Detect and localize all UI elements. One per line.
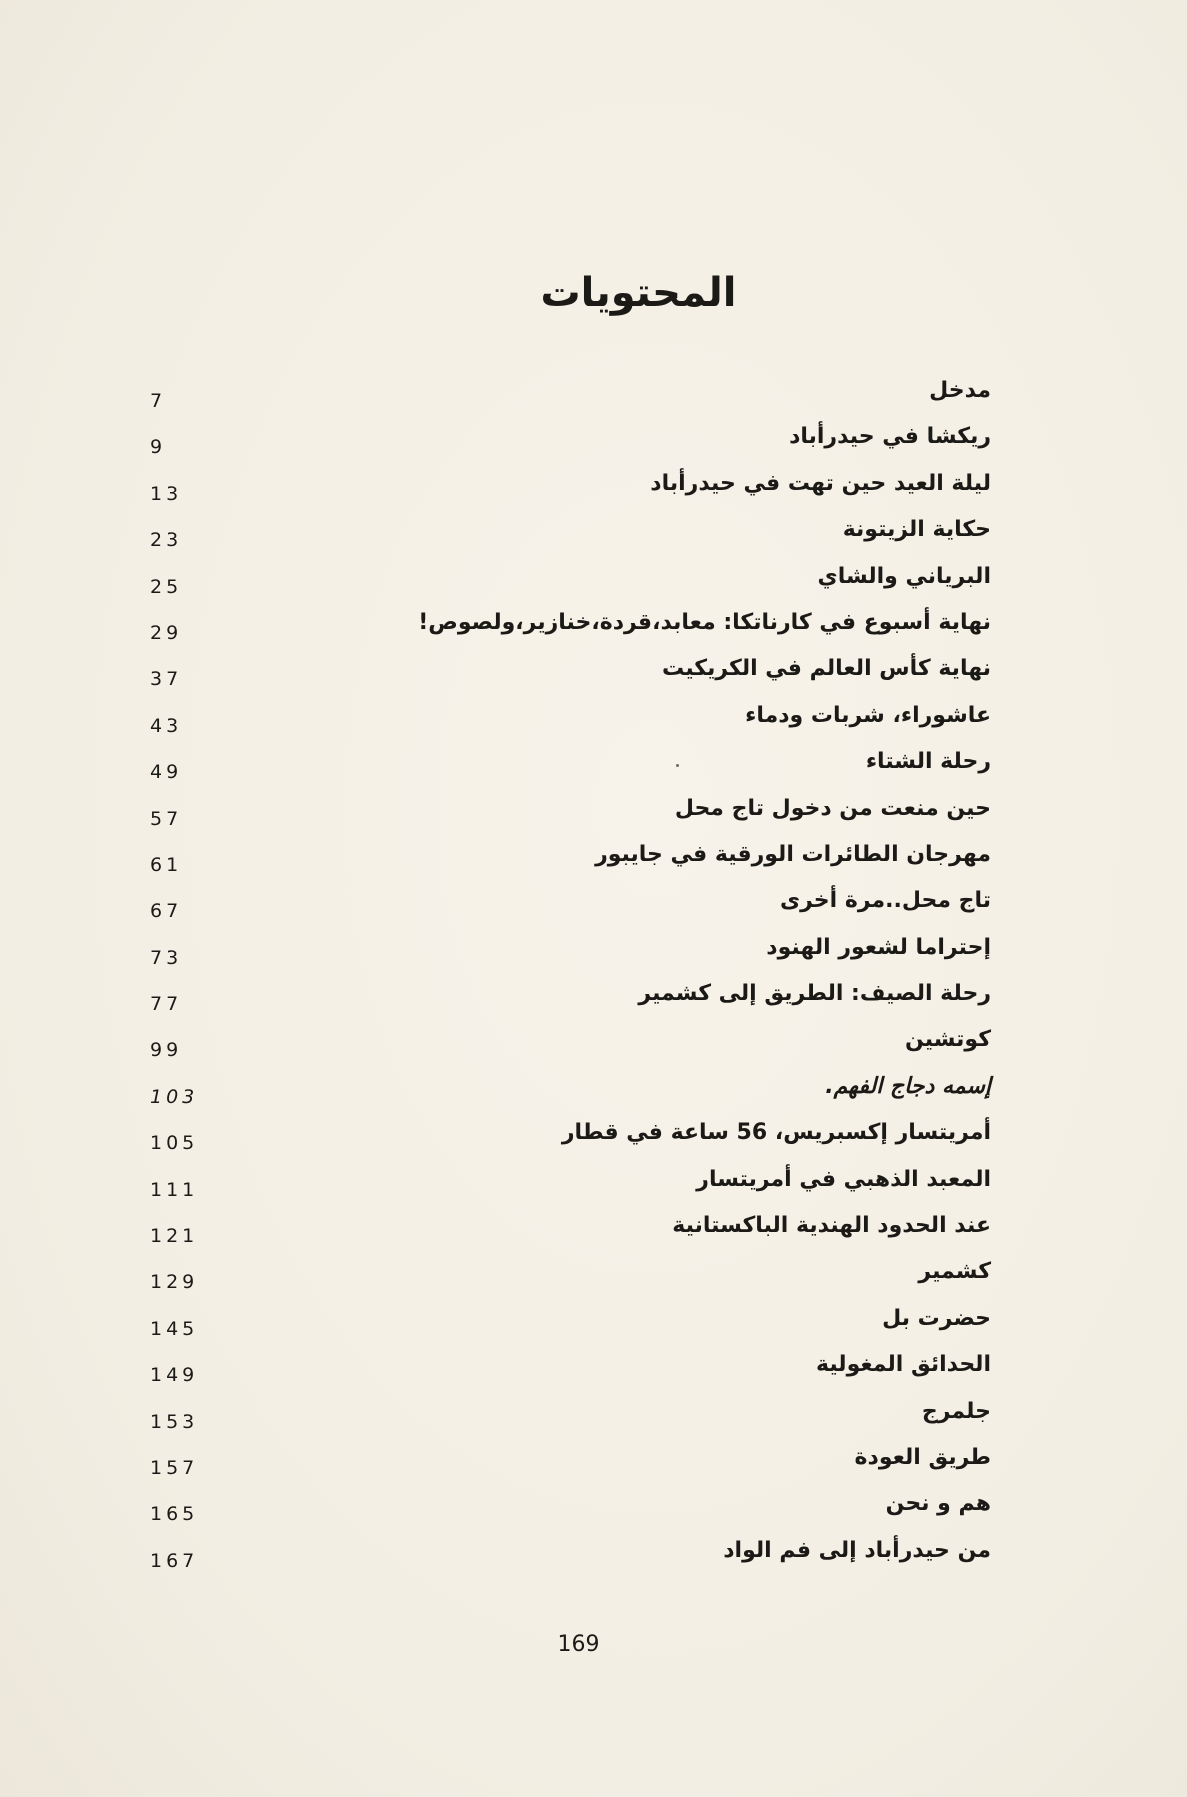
toc-entry-title: رحلة الصيف: الطريق إلى كشمير: [638, 981, 991, 1007]
toc-entry: [0, 977, 1187, 1023]
toc-entry: [0, 699, 1187, 745]
toc-entry-page: 13: [150, 482, 183, 505]
toc-entry-title: كوتشين: [904, 1027, 991, 1053]
toc-entry: [0, 745, 1187, 791]
toc-entry-title: الحدائق المغولية: [815, 1352, 991, 1378]
toc-entry-title: نهاية كأس العالم في الكريكيت: [662, 656, 991, 682]
toc-entry: [0, 374, 1187, 420]
toc-entry-page: 67: [150, 900, 183, 923]
toc-entry-title: كشمير: [918, 1259, 991, 1285]
toc-entry-page: 149: [150, 1364, 199, 1387]
toc-entry-title: البرياني والشاي: [817, 563, 991, 589]
toc-entry-page: 165: [150, 1503, 199, 1526]
toc-entry: [0, 1534, 1187, 1580]
toc-entry-page: 167: [150, 1549, 199, 1572]
toc-entry-title: حكاية الزيتونة: [842, 517, 991, 543]
toc-entry-title: طريق العودة: [854, 1444, 991, 1470]
toc-entry: [0, 1116, 1187, 1162]
toc-entry-page: 145: [150, 1317, 199, 1340]
toc-entry: [0, 931, 1187, 977]
toc-entry-title: المعبد الذهبي في أمريتسار: [696, 1166, 991, 1192]
toc-entry: [0, 1255, 1187, 1301]
toc-entry-title: مدخل: [929, 378, 991, 403]
toc-entry-title: عاشوراء، شربات ودماء: [745, 702, 991, 728]
toc-entry-title: نهاية أسبوع في كارناتكا: معابد،قردة،خنازير،ولصوص!: [418, 609, 991, 635]
toc-entry: [0, 838, 1187, 884]
toc-entry-page: 105: [150, 1132, 199, 1155]
toc-entry-title: من حيدرأباد إلى فم الواد: [723, 1537, 991, 1563]
toc-entry-page: 157: [150, 1456, 199, 1479]
toc-entry-page: 49: [150, 761, 183, 784]
toc-entry-page: 103: [150, 1085, 199, 1108]
toc-entry: [0, 1070, 1187, 1116]
toc-entry: [0, 513, 1187, 559]
toc-entry: [0, 1209, 1187, 1255]
toc-entry-page: 23: [150, 529, 183, 552]
toc-entry-page: 121: [150, 1225, 199, 1248]
toc-entry-title: ليلة العيد حين تهت في حيدرأباد: [650, 470, 991, 496]
toc-entry: [0, 560, 1187, 606]
toc-entry-page: 25: [150, 575, 183, 598]
toc-entry-title: رحلة الشتاء: [865, 749, 991, 775]
toc-entry: [0, 1441, 1187, 1487]
toc-entry-page: 57: [150, 807, 183, 830]
toc-entry-title: حضرت بل: [882, 1305, 991, 1331]
toc-entry-title: حين منعت من دخول تاج محل: [674, 795, 991, 821]
toc-entry: [0, 1487, 1187, 1533]
toc-entry: [0, 606, 1187, 652]
toc-entry-title: مهرجان الطائرات الورقية في جايبور: [595, 841, 991, 867]
page-title: [0, 270, 1187, 316]
toc-entry: [0, 1395, 1187, 1441]
page-number: 169: [557, 1632, 600, 1657]
toc-entry-title: إسمه دجاج الفهم.: [825, 1073, 991, 1099]
page-title-text: المحتويات: [540, 270, 737, 316]
toc-entry: [0, 884, 1187, 930]
toc-entry: [0, 1023, 1187, 1069]
toc-entry-page: 29: [150, 621, 183, 644]
toc-entry-page: 9: [150, 436, 167, 459]
toc-entry: [0, 652, 1187, 698]
toc-entry-title: تاج محل..مرة أخرى: [779, 888, 991, 914]
toc-entry-page: 129: [150, 1271, 199, 1294]
print-speck: [676, 764, 679, 767]
toc-entry-title: هم و نحن: [885, 1491, 991, 1517]
toc-entry: [0, 792, 1187, 838]
toc-entry-page: 61: [150, 853, 183, 876]
toc-entry: [0, 1302, 1187, 1348]
toc-entry-page: 73: [150, 946, 183, 969]
toc-entry: [0, 420, 1187, 466]
toc-entry-page: 99: [150, 1039, 183, 1062]
toc-entry-title: جلمرج: [921, 1398, 991, 1424]
toc-entry-page: 37: [150, 668, 183, 691]
toc-entry-title: عند الحدود الهندية الباكستانية: [672, 1213, 991, 1239]
toc-entry-title: أمريتسار إكسبريس، 56 ساعة في قطار: [561, 1120, 991, 1146]
toc-entry-page: 153: [150, 1410, 199, 1433]
toc-entry-page: 111: [150, 1178, 199, 1201]
table-of-contents: [0, 374, 1187, 1580]
toc-entry: [0, 1163, 1187, 1209]
toc-entry: [0, 467, 1187, 513]
toc-entry-title: ريكشا في حيدرأباد: [789, 424, 991, 450]
toc-entry-page: 43: [150, 714, 183, 737]
toc-entry-page: 77: [150, 993, 183, 1016]
toc-entry-page: 7: [150, 390, 167, 412]
toc-entry: [0, 1348, 1187, 1394]
toc-entry-title: إحتراما لشعور الهنود: [766, 934, 991, 960]
